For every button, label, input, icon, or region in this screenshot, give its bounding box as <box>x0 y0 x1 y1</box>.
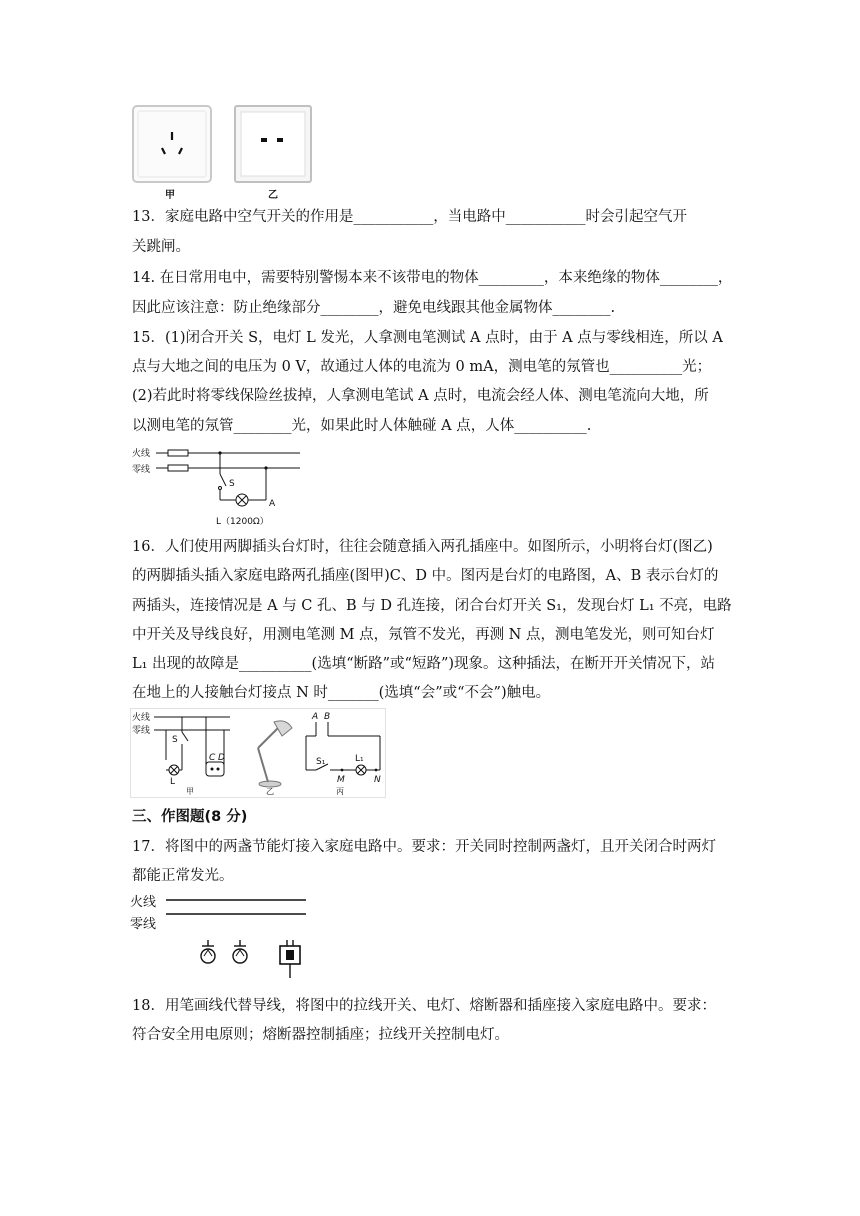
live-fuse <box>168 450 188 456</box>
section-3-title: 三、作图题(8 分) <box>132 809 248 825</box>
q18-line-2: 符合安全用电原则；熔断器控制插座；拉线开关控制电灯。 <box>132 1027 509 1043</box>
q16-c-label: C <box>209 753 216 763</box>
q17-neutral-label: 零线 <box>130 917 157 932</box>
q16-line-3: 两插头，连接情况是 A 与 C 孔、B 与 D 孔连接，闭合台灯开关 S₁，发现台灯 L₁ 不亮，电路 <box>132 598 732 614</box>
q16-s-label: S <box>172 735 178 745</box>
q16-neutral-label: 零线 <box>132 726 151 736</box>
q16-line-2: 的两脚插头插入家庭电路两孔插座(图甲)C、D 中。图丙是台灯的电路图，A、B 表示台灯的 <box>132 568 719 584</box>
q15-line-4: 以测电笔的氖管________光，如果此时人体触碰 A 点，人体__________. <box>132 418 592 434</box>
q16-b-label: B <box>324 712 331 722</box>
q16-line-5: L₁ 出现的故障是__________(选填“断路”或“短路”)现象。这种插法，在断开开关情况下，站 <box>132 656 716 672</box>
q16-d-label: D <box>218 753 225 763</box>
q13-line-1: 13．家庭电路中空气开关的作用是___________，当电路中___________时会引起空气开 <box>132 209 687 225</box>
q14-line-1: 14. 在日常用电中，需要特别警惕本来不该带电的物体_________，本来绝缘的物体________， <box>132 270 733 286</box>
wall-switch-icon <box>280 940 300 978</box>
q16-m-label: M <box>337 775 345 785</box>
q15-point-label: A <box>269 499 276 509</box>
bulb-icon <box>201 940 215 963</box>
q15-circuit-drawing <box>132 444 304 530</box>
socket-drawing <box>132 104 312 200</box>
q16-n-label: N <box>374 775 381 785</box>
q16-l1-label: L₁ <box>355 754 364 764</box>
q17-drawing <box>130 890 310 980</box>
q16-bing-caption: 丙 <box>336 787 344 796</box>
q16-l-label: L <box>170 777 176 787</box>
q13-line-2: 关跳闸。 <box>132 239 190 255</box>
q18-line-1: 18．用笔画线代替导线，将图中的拉线开关、电灯、熔断器和插座接入家庭电路中。要求： <box>132 998 716 1014</box>
q17-live-label: 火线 <box>130 895 157 910</box>
q16-line-4: 中开关及导线良好，用测电笔测 M 点，氖管不发光，再测 N 点，测电笔发光，则可知台灯 <box>132 627 715 643</box>
q16-a-label: A <box>312 712 319 722</box>
q17-line-2: 都能正常发光。 <box>132 868 234 884</box>
q16-line-6: 在地上的人接触台灯接点 N 时_______(选填“会”或“不会”)触电。 <box>132 685 551 701</box>
socket-yi-caption: 乙 <box>268 190 278 201</box>
socket-figure <box>132 104 312 200</box>
q16-jia-caption: 甲 <box>186 787 194 796</box>
q15-live-label: 火线 <box>132 449 151 459</box>
q16-line-1: 16．人们使用两脚插头台灯时，往往会随意插入两孔插座中。如图所示，小明将台灯(图乙) <box>132 539 713 555</box>
q15-neutral-label: 零线 <box>132 465 151 475</box>
switch-blade <box>220 474 226 486</box>
q16-s1-label: S₁ <box>316 757 326 767</box>
q15-lamp-label: L（1200Ω） <box>216 517 269 527</box>
q15-line-1: 15．(1)闭合开关 S，电灯 L 发光，人拿测电笔测试 A 点时，由于 A 点与零线相连，所以 A <box>132 330 723 346</box>
q17-figure <box>130 890 310 980</box>
desk-lamp-icon <box>258 721 292 787</box>
q16-figure <box>130 708 386 798</box>
q16-live-label: 火线 <box>132 713 151 723</box>
q16-drawing <box>130 708 386 798</box>
bulb-icon <box>233 940 247 963</box>
q15-line-2: 点与大地之间的电压为 0 V，故通过人体的电流为 0 mA，测电笔的氖管也__________光； <box>132 359 712 375</box>
q16-yi-caption: 乙 <box>266 787 274 796</box>
neutral-fuse <box>168 465 188 471</box>
q16-socket-cd <box>206 762 224 776</box>
socket-jia-caption: 甲 <box>165 190 175 201</box>
three-hole-socket <box>133 106 211 182</box>
q17-line-1: 17．将图中的两盏节能灯接入家庭电路中。要求：开关同时控制两盏灯，且开关闭合时两灯 <box>132 839 716 855</box>
q15-circuit-figure <box>132 444 304 530</box>
q15-switch-label: S <box>229 479 235 489</box>
q15-line-3: (2)若此时将零线保险丝拔掉，人拿测电笔试 A 点时，电流会经人体、测电笔流向大地，所 <box>132 388 709 404</box>
q14-line-2: 因此应该注意：防止绝缘部分________，避免电线跟其他金属物体________. <box>132 300 616 316</box>
